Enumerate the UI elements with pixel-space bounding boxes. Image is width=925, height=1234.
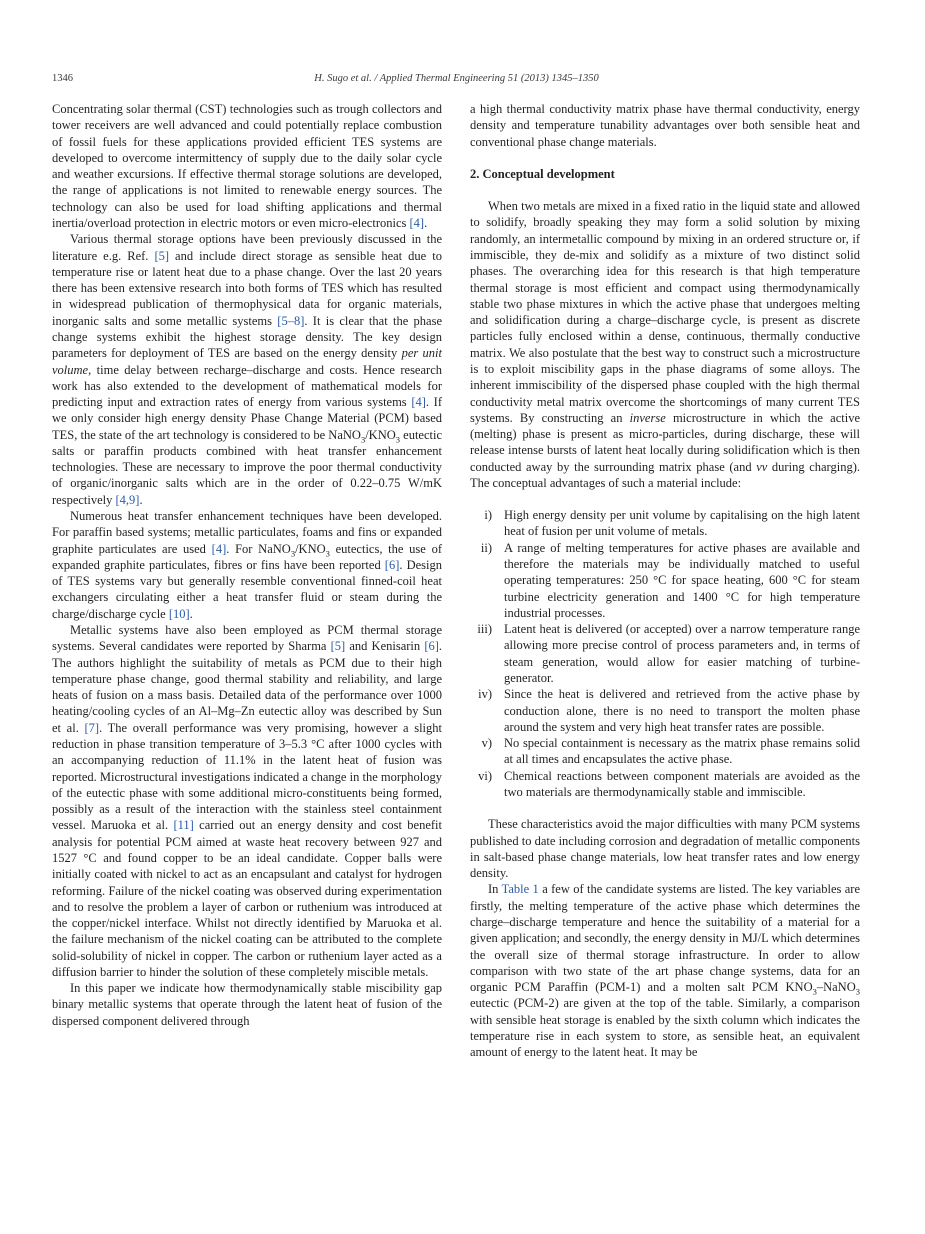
running-title: H. Sugo et al. / Applied Thermal Engineering 51 (2013) 1345–1350 (314, 73, 599, 84)
citation-link[interactable]: [4] (211, 541, 227, 556)
citation-link[interactable]: [7] (84, 720, 100, 735)
list-item: ii) A range of melting temperatures for active phases are available and therefore the materials may be individually matched to useful operating temperatures: 250 °C for space heating, 600 °C for steam turbine electricity generation and 1400 °C for high temperature industrial processes. (480, 540, 860, 620)
list-item: vi) Chemical reactions between component materials are avoided as the two materials are thermodynamically stable and immiscible. (478, 768, 860, 799)
citation-link[interactable]: [10] (168, 606, 190, 621)
right-column (470, 101, 860, 1060)
paragraph: Numerous heat transfer enhancement techniques have been developed. For paraffin based systems; metallic particulates, foams and fins or expanded graphite particulates are used [4]. For $NaNO_3/KNO_3$ eutectics, the use of expanded graphite particulates, fibres or fins have been reported [6]. Design of TES systems vary but generally resemble conventional finned-coil heat exchangers circulating either a heat transfer fluid or steam during the charge/discharge cycle [10]. (52, 509, 442, 621)
paragraph: In Table 1 a few of the candidate systems are listed. The key variables are firstly, the melting temperature of the active phase which determines the charge–discharge temperature and hence the suitability of a material for a given application; and secondly, the energy density in MJ/L which determines the overall size of thermal storage infrastructure. In order to allow comparison with two state of the art phase change systems, data for an organic PCM Paraffin (PCM-1) and a molten salt PCM $KNO_3-NaNO_3$ eutectic (PCM-2) are given at the top of the table. Similarly, a comparison with sensible heat storage is enabled by the sixth column which indicates the temperature rise in each system to store, as sensible heat, an equivalent amount of energy to the latent heat. It may be (470, 882, 861, 1060)
citation-link[interactable]: [11] (173, 818, 194, 833)
list-item: iii) Latent heat is delivered (or accepted) over a narrow temperature range allowing more precise control of process parameters and, in terms of steam generation, would allow for easier matching of turbine-generator. (477, 622, 860, 685)
paragraph: When two metals are mixed in a fixed ratio in the liquid state and allowed to solidify, broadly speaking they may form a solid solution by mixing randomly, an intermetallic compound by mixing in an ordered structure or, if immiscible, they de-mix and solidify as a mixture of two distinct solid phases. The overarching idea for this research is that high temperature thermal storage is most efficient and compact using thermodynamically stable two phase mixtures in which the active phase that undergoes melting and solidification during a charge–discharge cycle, is present as discrete particles fully enclosed within a dense, continuous, thermally conductive matrix. We also postulate that the best way to construct such a microstructure is to exploit miscibility gaps in the phase diagrams of some alloys. The inherent immiscibility of the dispersed phase coupled with the high thermal conductivity metal matrix overcome the shortcomings of many current TES systems. By constructing an inverse microstructure in which the active (melting) phase is present as micro-particles, during discharge, these will release intense bursts of latent heat locally during solidification which is then conducted away by the surrounding matrix phase (and vv during charging). The conceptual advantages of such a material include: (470, 199, 860, 490)
citation-link[interactable]: [5] (154, 248, 170, 263)
table-link[interactable]: Table 1 (501, 882, 539, 897)
list-item: i) High energy density per unit volume by capitalising on the high latent heat of fusion per unit volume of metals. (484, 508, 860, 539)
list-item: v) No special containment is necessary as the matrix phase remains solid at all times and encapsulates the active phase. (481, 736, 860, 767)
paragraph: Metallic systems have also been employed as PCM thermal storage systems. Several candidates were reported by Sharma [5] and Kenisarin [6]. The authors highlight the suitability of metals as PCM due to their high temperature phase change, good thermal stability and reliability, and large heats of fusion on a mass basis. Detailed data of the performance over 1000 heating/cooling cycles of an Al–Mg–Zn eutectic alloy was described by Sun et al. [7]. The overall performance was very promising, however a slight reduction in phase transition temperature of 3–5.3 °C after 1000 cycles with an accompanying reduction of 11.1% in the latent heat of fusion was reported. Microstructural investigations indicated a change in the morphology of the eutectic phase with some additional micro-constituents being formed, possibly as a result of the interaction with the stainless steel containment vessel. Maruoka et al. [11] carried out an energy density and cost benefit analysis for potential PCM aimed at waste heat recovery between 927 and 1527 °C and found copper to be an ideal candidate. Copper balls were initially coated with nickel to act as an encapsulant and catalyst for hydrogen reforming. Failure of the nickel coating was observed during experimentation and to resolve the problem a layer of carbon or ruthenium was introduced at the copper/nickel interface. Whilst not directly identified by Maruoka et al. the failure mechanism of the nickel coating can be attributed to the complete solid-solubility of nickel in copper. The carbon or ruthenium layer acted as a diffusion barrier to hinder the solution of these completely miscible metals. (52, 623, 443, 979)
citation-link[interactable]: [4,9] (115, 492, 140, 507)
citation-link[interactable]: [5–8] (277, 313, 305, 328)
section-heading: 2. Conceptual development (470, 166, 615, 181)
paragraph: These characteristics avoid the major difficulties with many PCM systems published to date including corrosion and degradation of metallic components in salt-based phase change materials, low heat transfer rates and low energy density. (470, 817, 860, 881)
page-number: 1346 (52, 73, 73, 84)
paragraph: In this paper we indicate how thermodynamically stable miscibility gap binary metallic systems that operate through the latent heat of fusion of the dispersed component delivered through (52, 981, 442, 1028)
left-column (52, 101, 442, 1029)
citation-link[interactable]: [4] (411, 395, 426, 410)
advantages-list (470, 507, 860, 800)
page-header (52, 73, 861, 87)
citation-link[interactable]: [6] (384, 557, 400, 572)
paragraph: Various thermal storage options have been previously discussed in the literature e.g. Ref. [5] and include direct storage as sensible heat due to temperature rise or latent heat due to a phase change. Over the last 20 years there has been extensive research into both forms of TES which has resulted in widespread publication of thermophysical data for organic materials, inorganic salts and some metallic systems [5–8]. It is clear that the phase change systems exhibit the highest storage density. The key design parameters for deployment of TES are based on the energy density per unit volume, time delay between recharge–discharge and costs. Hence research work has also extended to the development of mathematical models for predicting input and extraction rates of energy from various systems [4]. If we only consider high energy density Phase Change Material (PCM) based TES, the state of the art technology is considered to be $NaNO_3/KNO_3$ eutectic salts or paraffin products combined with heat transfer enhancement technologies. These are necessary to improve the poor thermal conductivity of organic/inorganic salts which are in the order of 0.22–0.75 W/mK respectively [4,9]. (52, 232, 443, 507)
citation-link[interactable]: [6] (424, 639, 439, 654)
paragraph: Concentrating solar thermal (CST) technologies such as trough collectors and tower receivers are well advanced and could potentially replace combustion of fossil fuels for these applications provided efficient TES systems are developed to overcome intermittency of supply due to the daily solar cycle and weather excursions. If effective thermal storage solutions are developed, the range of applications is not limited to renewable energy sources. The technology can also be used for load shifting applications and thermal inertia/overload protection in electric motors or even micro-electronics [4]. (52, 102, 442, 230)
paragraph: a high thermal conductivity matrix phase have thermal conductivity, energy density and temperature tunability advantages over both sensible heat and conventional phase change materials. (470, 102, 860, 149)
citation-link[interactable]: [4] (409, 215, 425, 230)
list-item: iv) Since the heat is delivered and retrieved from the active phase by conduction alone, there is no need to transport the molten phase around the system and very high heat transfer rates are possible. (478, 687, 860, 734)
citation-link[interactable]: [5] (330, 639, 346, 654)
